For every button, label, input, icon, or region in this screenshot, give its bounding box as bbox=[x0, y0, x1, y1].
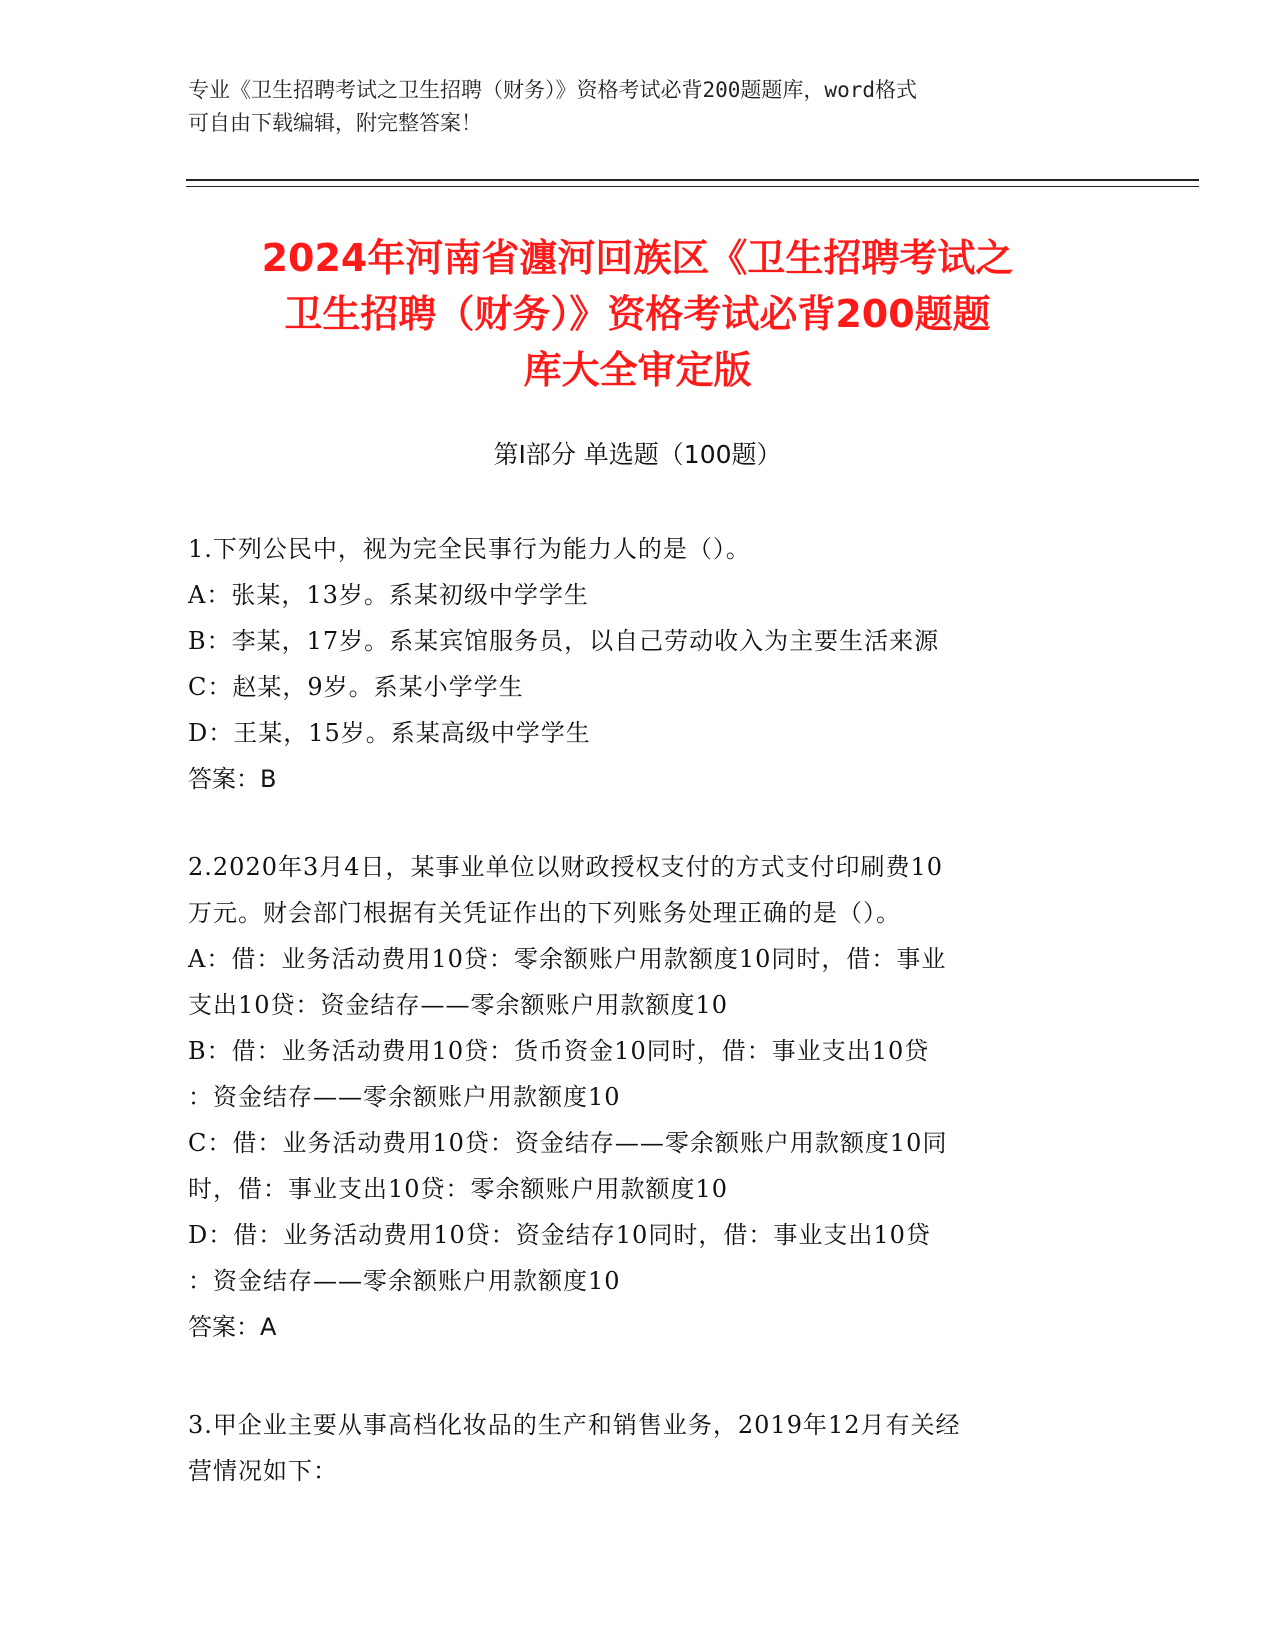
header-divider-thick bbox=[186, 179, 1199, 181]
section-heading: 第Ⅰ部分 单选题（100题） bbox=[493, 440, 782, 469]
question-stem: 1.下列公民中，视为完全民事行为能力人的是（）。 bbox=[188, 535, 751, 563]
answer-label: 答案：B bbox=[188, 765, 277, 793]
option-d-continued: ：资金结存——零余额账户用款额度10 bbox=[188, 1267, 621, 1295]
question-stem: 营情况如下： bbox=[188, 1457, 338, 1485]
document-title bbox=[150, 230, 1125, 398]
title-line: 卫生招聘（财务）》资格考试必背200题题 bbox=[284, 292, 991, 336]
question-stem: 3.甲企业主要从事高档化妆品的生产和销售业务，2019年12月有关经 bbox=[188, 1411, 961, 1439]
header-note-line: 可自由下载编辑，附完整答案！ bbox=[188, 111, 482, 135]
answer-label: 答案：A bbox=[188, 1313, 277, 1341]
option-b-continued: ：资金结存——零余额账户用款额度10 bbox=[188, 1083, 621, 1111]
option-b: B：李某，17岁。系某宾馆服务员，以自己劳动收入为主要生活来源 bbox=[188, 627, 940, 655]
option-a: A：张某，13岁。系某初级中学学生 bbox=[188, 581, 589, 609]
option-c-continued: 时，借：事业支出10贷：零余额账户用款额度10 bbox=[188, 1175, 729, 1203]
option-a: A：借：业务活动费用10贷：零余额账户用款额度10同时，借：事业 bbox=[188, 945, 947, 973]
option-a-continued: 支出10贷：资金结存——零余额账户用款额度10 bbox=[188, 991, 729, 1019]
header-divider-thin bbox=[186, 186, 1199, 187]
question-1 bbox=[188, 526, 1088, 802]
option-c: C：借：业务活动费用10贷：资金结存——零余额账户用款额度10同 bbox=[188, 1129, 948, 1157]
question-stem: 2.2020年3月4日，某事业单位以财政授权支付的方式支付印刷费10 bbox=[188, 853, 944, 881]
header-note bbox=[188, 74, 1068, 140]
question-3 bbox=[188, 1402, 1088, 1494]
option-d: D：借：业务活动费用10贷：资金结存10同时，借：事业支出10贷 bbox=[188, 1221, 931, 1249]
question-2 bbox=[188, 844, 1088, 1350]
title-line: 库大全审定版 bbox=[523, 348, 752, 392]
option-d: D：王某，15岁。系某高级中学学生 bbox=[188, 719, 591, 747]
question-stem: 万元。财会部门根据有关凭证作出的下列账务处理正确的是（）。 bbox=[188, 899, 901, 927]
title-line: 2024年河南省瀍河回族区《卫生招聘考试之 bbox=[261, 236, 1014, 280]
option-c: C：赵某，9岁。系某小学学生 bbox=[188, 673, 524, 701]
header-note-line: 专业《卫生招聘考试之卫生招聘（财务）》资格考试必背200题题库，word格式 bbox=[188, 78, 917, 102]
option-b: B：借：业务活动费用10贷：货币资金10同时，借：事业支出10贷 bbox=[188, 1037, 930, 1065]
